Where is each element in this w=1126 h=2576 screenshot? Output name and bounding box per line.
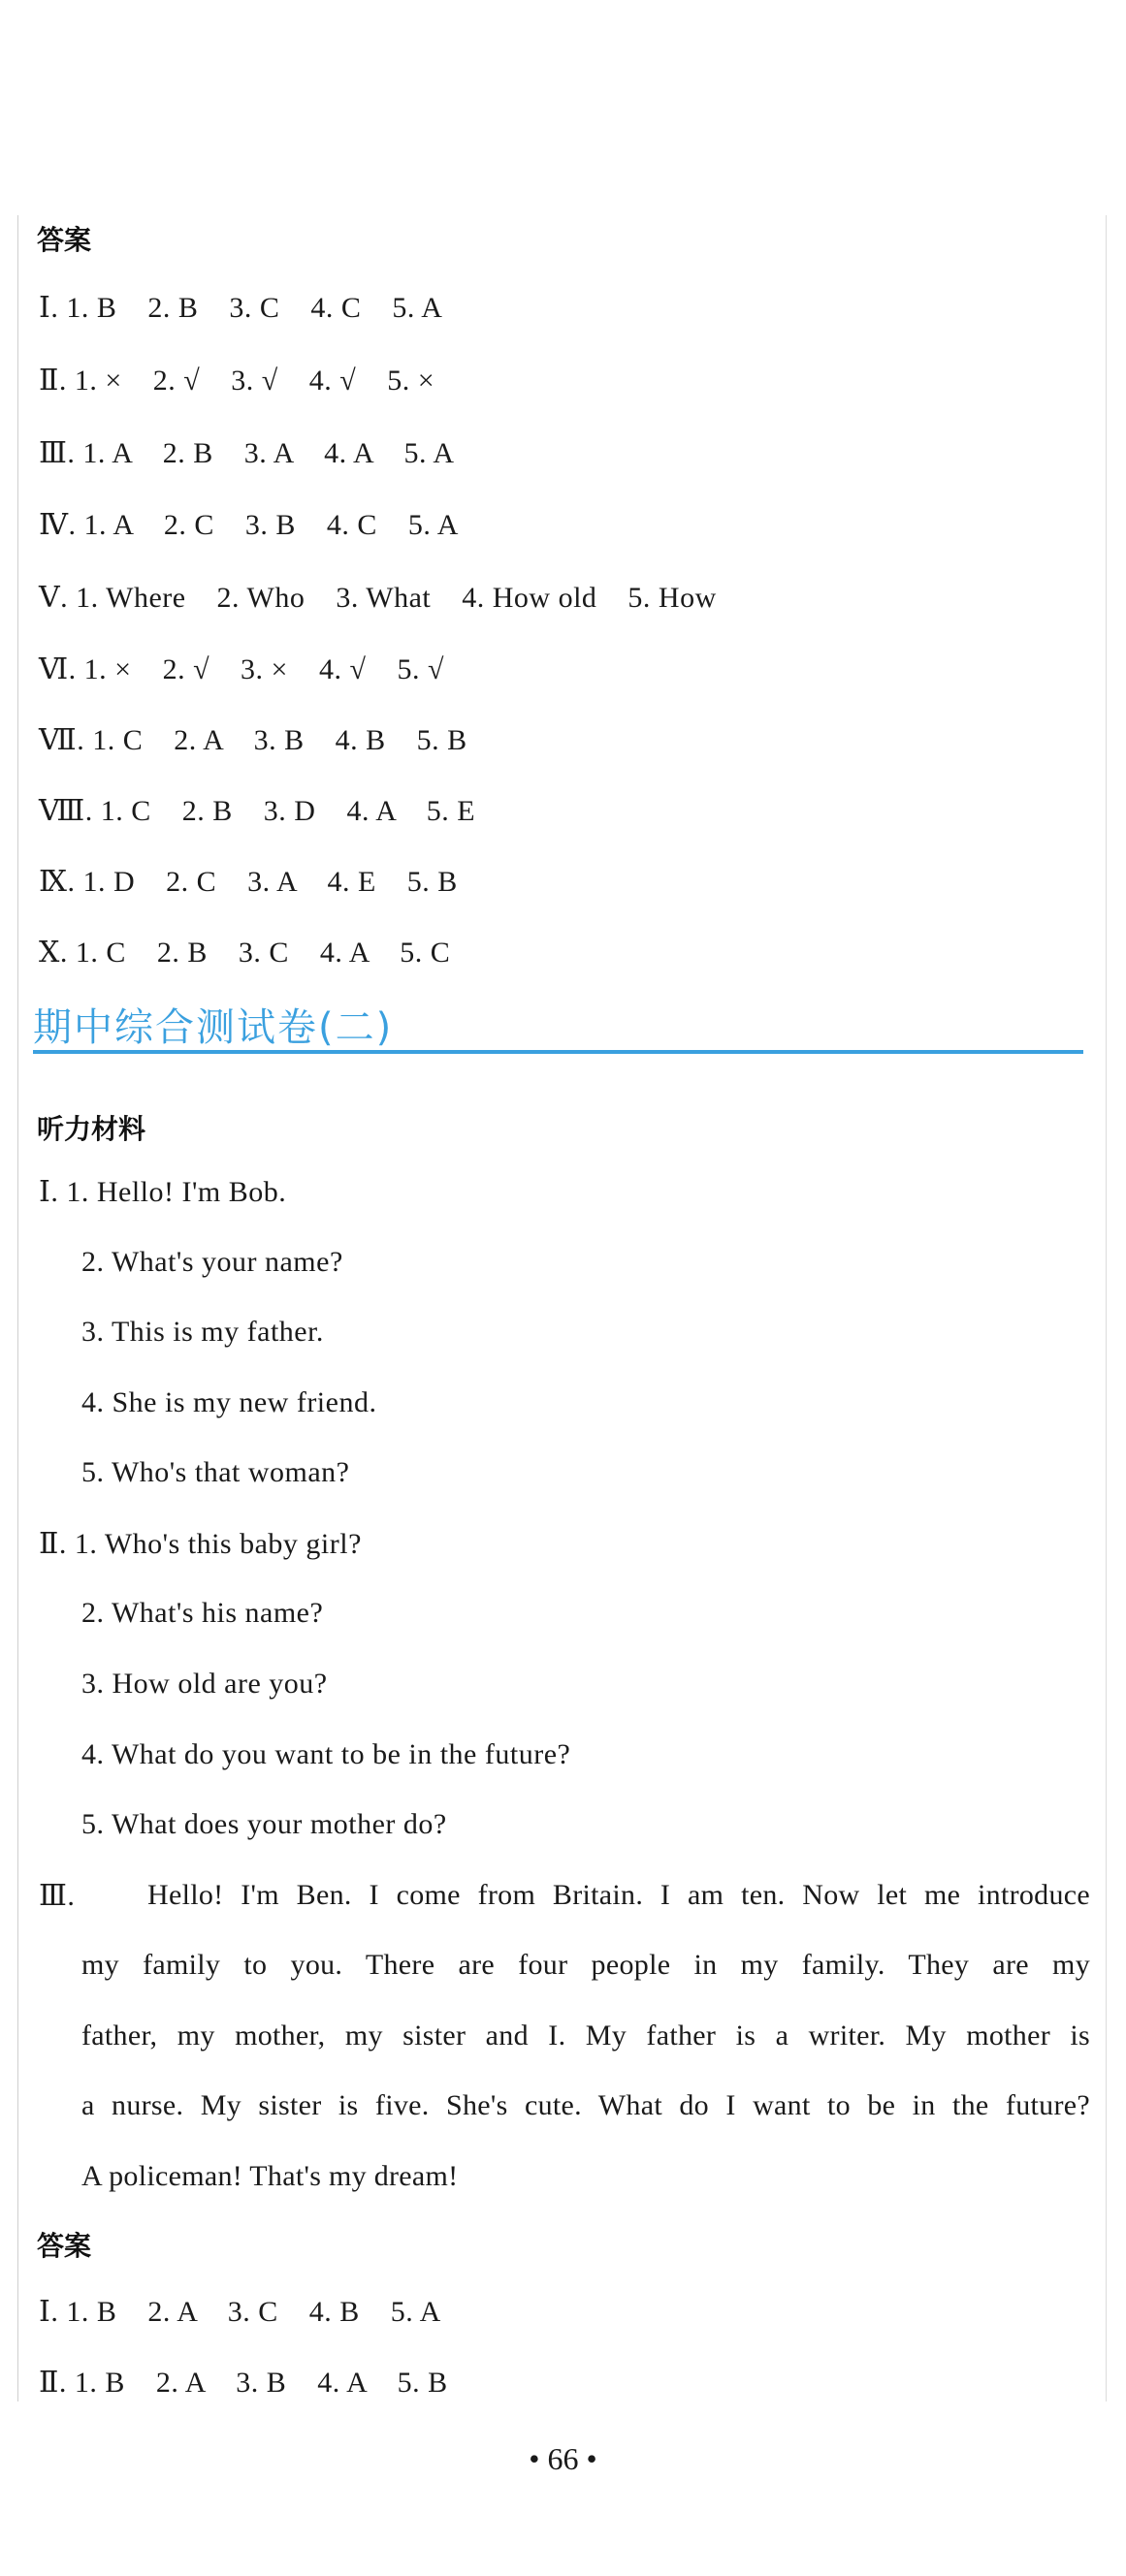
listening-part3-label: Ⅲ. xyxy=(39,1880,76,1912)
passage-line: A policeman! That's my dream! xyxy=(81,2160,459,2192)
passage-line: father, my mother, my sister and I. My father is a writer. My mother is xyxy=(81,2019,1090,2051)
answer-line: Ⅹ. 1. C 2. B 3. C 4. A 5. C xyxy=(39,937,451,969)
listening-line: 3. This is my father. xyxy=(81,1316,324,1348)
answer-line: Ⅲ. 1. A 2. B 3. A 4. A 5. A xyxy=(39,437,455,469)
answer-line: Ⅰ. 1. B 2. B 3. C 4. C 5. A xyxy=(39,292,443,324)
passage-line: Hello! I'm Ben. I come from Britain. I am ten. Now let me introduce xyxy=(147,1879,1090,1911)
answers-heading: 答案 xyxy=(37,224,92,256)
listening-line: 2. What's his name? xyxy=(81,1597,324,1629)
answer-line: Ⅸ. 1. D 2. C 3. A 4. E 5. B xyxy=(39,866,458,898)
listening-heading: 听力材料 xyxy=(37,1113,146,1145)
answer-line: Ⅷ. 1. C 2. B 3. D 4. A 5. E xyxy=(39,795,476,827)
answer-line: Ⅶ. 1. C 2. A 3. B 4. B 5. B xyxy=(39,724,467,756)
listening-line: 4. What do you want to be in the future? xyxy=(81,1738,571,1770)
answer-line: Ⅵ. 1. × 2. √ 3. × 4. √ 5. √ xyxy=(39,653,444,685)
answer-line: Ⅴ. 1. Where 2. Who 3. What 4. How old 5. How xyxy=(39,582,717,614)
passage-line: a nurse. My sister is five. She's cute. What do I want to be in the future? xyxy=(81,2089,1090,2121)
answer-line: Ⅰ. 1. B 2. A 3. C 4. B 5. A xyxy=(39,2296,441,2328)
answer-line: Ⅱ. 1. × 2. √ 3. √ 4. √ 5. × xyxy=(39,365,435,397)
listening-line: 5. Who's that woman? xyxy=(81,1456,350,1488)
listening-line: 4. She is my new friend. xyxy=(81,1386,377,1418)
answers-heading: 答案 xyxy=(37,2230,92,2262)
left-margin-rule xyxy=(17,215,18,2401)
listening-line: 3. How old are you? xyxy=(81,1668,328,1700)
right-margin-rule xyxy=(1106,215,1107,2401)
listening-line: Ⅱ. 1. Who's this baby girl? xyxy=(39,1528,362,1560)
answer-line: Ⅳ. 1. A 2. C 3. B 4. C 5. A xyxy=(39,509,459,541)
answer-line: Ⅱ. 1. B 2. A 3. B 4. A 5. B xyxy=(39,2367,448,2399)
section-title-underline xyxy=(33,1050,1083,1054)
listening-line: 5. What does your mother do? xyxy=(81,1808,447,1840)
listening-line: 2. What's your name? xyxy=(81,1246,343,1278)
passage-line: my family to you. There are four people in my family. They are my xyxy=(81,1949,1090,1981)
section-title: 期中综合测试卷(二) xyxy=(33,1005,394,1050)
listening-line: Ⅰ. 1. Hello! I'm Bob. xyxy=(39,1176,287,1208)
page-number: • 66 • xyxy=(529,2441,597,2476)
